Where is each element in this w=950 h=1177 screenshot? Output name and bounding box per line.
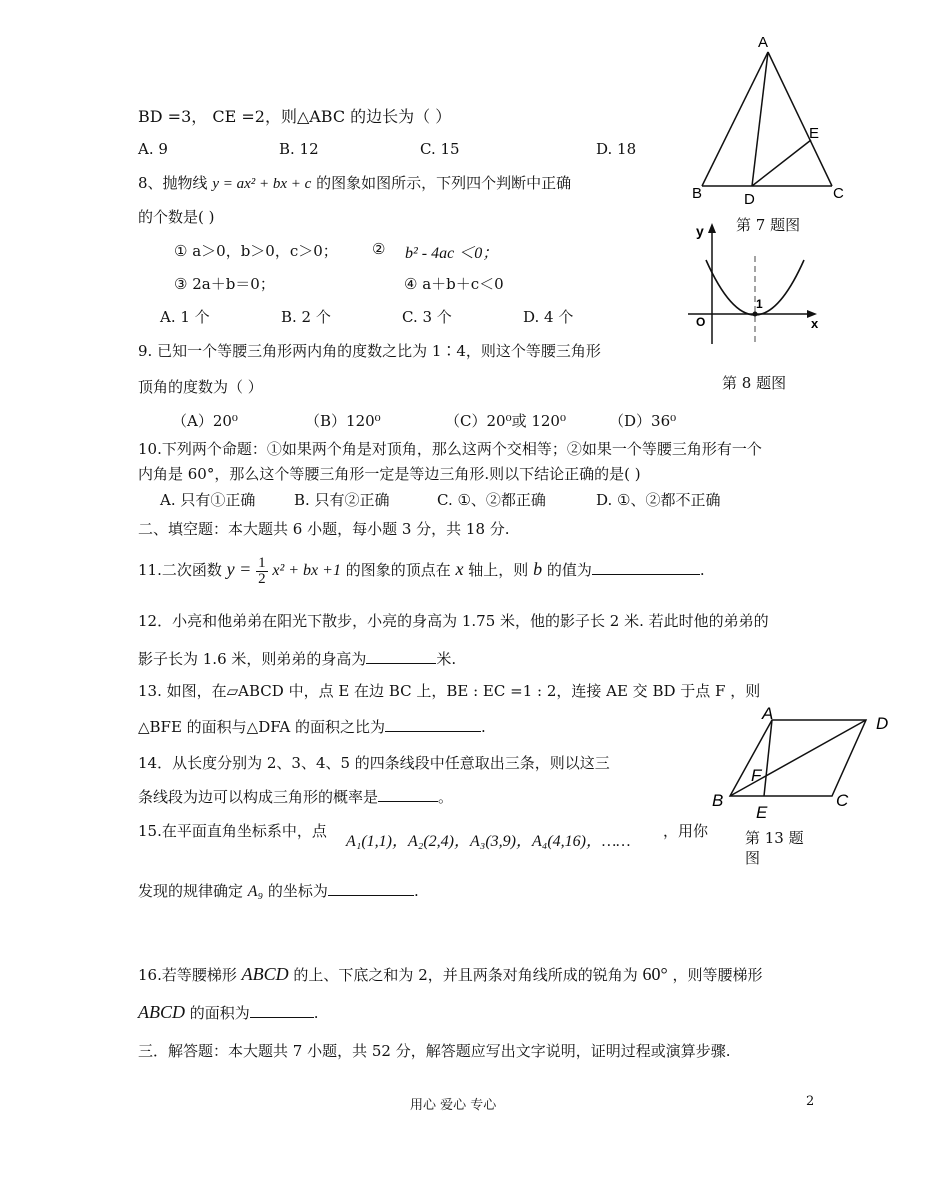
q15-line1-prefix: 15.在平面直角坐标系中，点 bbox=[138, 822, 327, 840]
q8-y-axis-label: y bbox=[696, 223, 704, 239]
q7-label-a: A bbox=[758, 34, 769, 51]
q14-line2-suffix: 。 bbox=[438, 788, 454, 806]
q16-angle: 60° bbox=[642, 964, 668, 984]
section-2-heading: 二、填空题：本大题共 6 小题，每小题 3 分，共 18 分. bbox=[138, 520, 510, 538]
q10-option-c: C. ①、②都正确 bbox=[437, 491, 546, 509]
q10-line2: 内角是 60°，那么这个等腰三角形一定是等边三角形.则以下结论正确的是( ) bbox=[138, 465, 641, 483]
q15-answer-blank[interactable] bbox=[328, 880, 414, 896]
q8-statement-3: ③ 2a＋b＝0； bbox=[174, 275, 275, 293]
q16-line2-abcd: ABCD bbox=[138, 1002, 185, 1022]
q8-suffix: 的图象如图所示，下列四个判断中正确 bbox=[316, 174, 572, 192]
q13-parallelogram-figure bbox=[706, 702, 896, 820]
q16-line2-mid: 的面积为 bbox=[189, 1004, 250, 1022]
q13-label-d: D bbox=[876, 714, 889, 733]
q7-option-c: C. 15 bbox=[420, 140, 460, 158]
q7-label-d: D bbox=[744, 191, 755, 208]
q13-answer-blank[interactable] bbox=[385, 716, 481, 732]
section-3-heading: 三．解答题：本大题共 7 小题，共 52 分，解答题应写出文字说明，证明过程或演算步骤. bbox=[138, 1042, 731, 1060]
q7-label-e: E bbox=[809, 125, 820, 142]
q8-origin-label: O bbox=[696, 315, 706, 329]
q8-option-d: D. 4 个 bbox=[523, 308, 574, 326]
q13-label-a: A bbox=[762, 704, 774, 723]
q15-end: . bbox=[413, 882, 419, 900]
q9-option-d: （D）36⁰ bbox=[609, 412, 677, 430]
q11-prefix: 11.二次函数 bbox=[138, 561, 222, 579]
q16-answer-blank[interactable] bbox=[250, 1002, 314, 1018]
q8-parabola-figure bbox=[684, 220, 824, 350]
q12-line2-prefix: 影子长为 1.6 米，则弟弟的身高为 bbox=[138, 650, 367, 668]
page-number: 2 bbox=[806, 1094, 815, 1109]
q10-option-d: D. ①、②都不正确 bbox=[596, 491, 721, 509]
q12-answer-blank[interactable] bbox=[366, 648, 436, 664]
q9-line1: 9. 已知一个等腰三角形两内角的度数之比为 1∶4，则这个等腰三角形 bbox=[138, 342, 601, 360]
q13-label-c: C bbox=[836, 791, 849, 810]
q13-label-b: B bbox=[712, 791, 724, 810]
q13-label-f: F bbox=[751, 766, 762, 785]
q15-line2-suffix: 的坐标为 bbox=[267, 882, 328, 900]
q14-line2-prefix: 条线段为边可以构成三角形的概率是 bbox=[138, 788, 379, 806]
q8-statement-4: ④ a＋b＋c＜0 bbox=[404, 275, 504, 293]
q14-line1: 14．从长度分别为 2、3、4、5 的四条线段中任意取出三条，则以这三 bbox=[138, 754, 610, 772]
q13-line1: 13. 如图，在▱ABCD 中，点 E 在边 BC 上，BE : EC =1 : 2，连接 AE 交 BD 于点 F ，则 bbox=[138, 682, 761, 700]
q8-x-axis-label: x bbox=[811, 316, 819, 331]
q13-line2 bbox=[138, 716, 486, 737]
q11-text-post: 的值为 bbox=[546, 561, 592, 579]
q7-line: BD =3， CE =2，则△ABC 的边长为（ ） bbox=[138, 107, 452, 126]
q15-points: A₁(1,1)，A₂(2,4)，A₃(3,9)，A₄(4,16)，…… bbox=[346, 833, 631, 850]
q8-figure-caption: 第 8 题图 bbox=[722, 374, 787, 392]
q13-line2-prefix: △BFE 的面积与△DFA 的面积之比为 bbox=[138, 718, 385, 736]
q8-line1 bbox=[138, 172, 571, 193]
q11-line bbox=[138, 552, 705, 588]
q7-option-d: D. 18 bbox=[596, 140, 637, 158]
q13-line2-suffix: . bbox=[480, 718, 486, 736]
q8-option-c: C. 3 个 bbox=[402, 308, 452, 326]
q15-line1 bbox=[138, 820, 327, 841]
q11-end: . bbox=[699, 561, 705, 579]
q12-line2 bbox=[138, 648, 456, 669]
q11-fraction-denominator: 2 bbox=[258, 570, 266, 587]
q8-statement-2-number: ② bbox=[372, 240, 386, 258]
q16-line2 bbox=[138, 1002, 319, 1023]
q11-x-var: x bbox=[455, 559, 464, 579]
q16-line1-prefix: 16.若等腰梯形 bbox=[138, 966, 237, 984]
q13-label-e: E bbox=[756, 803, 768, 820]
q16-line1-suffix: ，则等腰梯形 bbox=[672, 966, 763, 984]
q11-text-mid: 的图象的顶点在 bbox=[345, 561, 451, 579]
q9-option-a: （A）20⁰ bbox=[172, 412, 238, 430]
q7-label-b: B bbox=[692, 185, 703, 202]
q7-option-a: A. 9 bbox=[138, 140, 168, 158]
q8-statement-2: b² - 4ac ＜0； bbox=[405, 245, 499, 262]
q7-triangle-figure bbox=[690, 32, 850, 237]
q10-line1: 10.下列两个命题：①如果两个角是对顶角，那么这两个交相等；②如果一个等腰三角形有一个 bbox=[138, 440, 762, 458]
q8-line2: 的个数是( ) bbox=[138, 208, 215, 226]
q8-tick-1-label: 1 bbox=[756, 297, 763, 311]
q7-option-b: B. 12 bbox=[279, 140, 319, 158]
q8-statement-1: ① a＞0，b＞0，c＞0； bbox=[174, 242, 338, 260]
q8-prefix: 8、抛物线 bbox=[138, 174, 208, 192]
q11-y-equals: y = bbox=[226, 559, 252, 579]
q12-line1: 12．小亮和他弟弟在阳光下散步，小亮的身高为 1.75 米，他的影子长 2 米. 若此时他的弟弟的 bbox=[138, 612, 769, 630]
q10-option-a: A. 只有①正确 bbox=[160, 491, 256, 509]
q11-fraction-numerator: 1 bbox=[258, 554, 266, 571]
q15-line2 bbox=[138, 880, 419, 901]
q14-line2 bbox=[138, 786, 453, 807]
q11-fraction bbox=[256, 556, 268, 587]
footer-motto: 用心 爱心 专心 bbox=[410, 1098, 497, 1113]
q15-a9: A₉ bbox=[247, 883, 264, 900]
q16-line1 bbox=[138, 964, 763, 985]
q9-option-c: （C）20⁰或 120⁰ bbox=[445, 412, 566, 430]
q8-formula: y = ax² + bx + c bbox=[212, 176, 312, 192]
q9-option-b: （B）120⁰ bbox=[305, 412, 381, 430]
q11-text-mid2: 轴上，则 bbox=[468, 561, 529, 579]
q15-line1-suffix: ，用你 bbox=[663, 822, 709, 840]
q16-end: . bbox=[313, 1004, 319, 1022]
q8-option-b: B. 2 个 bbox=[281, 308, 331, 326]
q11-b-var: b bbox=[533, 559, 543, 579]
q15-line2-prefix: 发现的规律确定 bbox=[138, 882, 244, 900]
q11-answer-blank[interactable] bbox=[592, 559, 700, 575]
q7-figure-caption: 第 7 题图 bbox=[736, 216, 801, 234]
q12-line2-suffix: 米. bbox=[436, 650, 457, 668]
q7-label-c: C bbox=[833, 185, 844, 202]
q13-figure-caption-line1: 第 13 题 bbox=[745, 829, 804, 847]
q16-line1-mid: 的上、下底之和为 2，并且两条对角线所成的锐角为 bbox=[293, 966, 638, 984]
q8-option-a: A. 1 个 bbox=[160, 308, 210, 326]
q16-abcd: ABCD bbox=[241, 964, 289, 984]
q13-figure-caption-line2: 图 bbox=[745, 849, 761, 867]
q10-option-b: B. 只有②正确 bbox=[294, 491, 390, 509]
q14-answer-blank[interactable] bbox=[378, 786, 438, 802]
q9-line2: 顶角的度数为（ ） bbox=[138, 378, 263, 396]
q11-formula: x² + bx +1 bbox=[272, 562, 341, 579]
